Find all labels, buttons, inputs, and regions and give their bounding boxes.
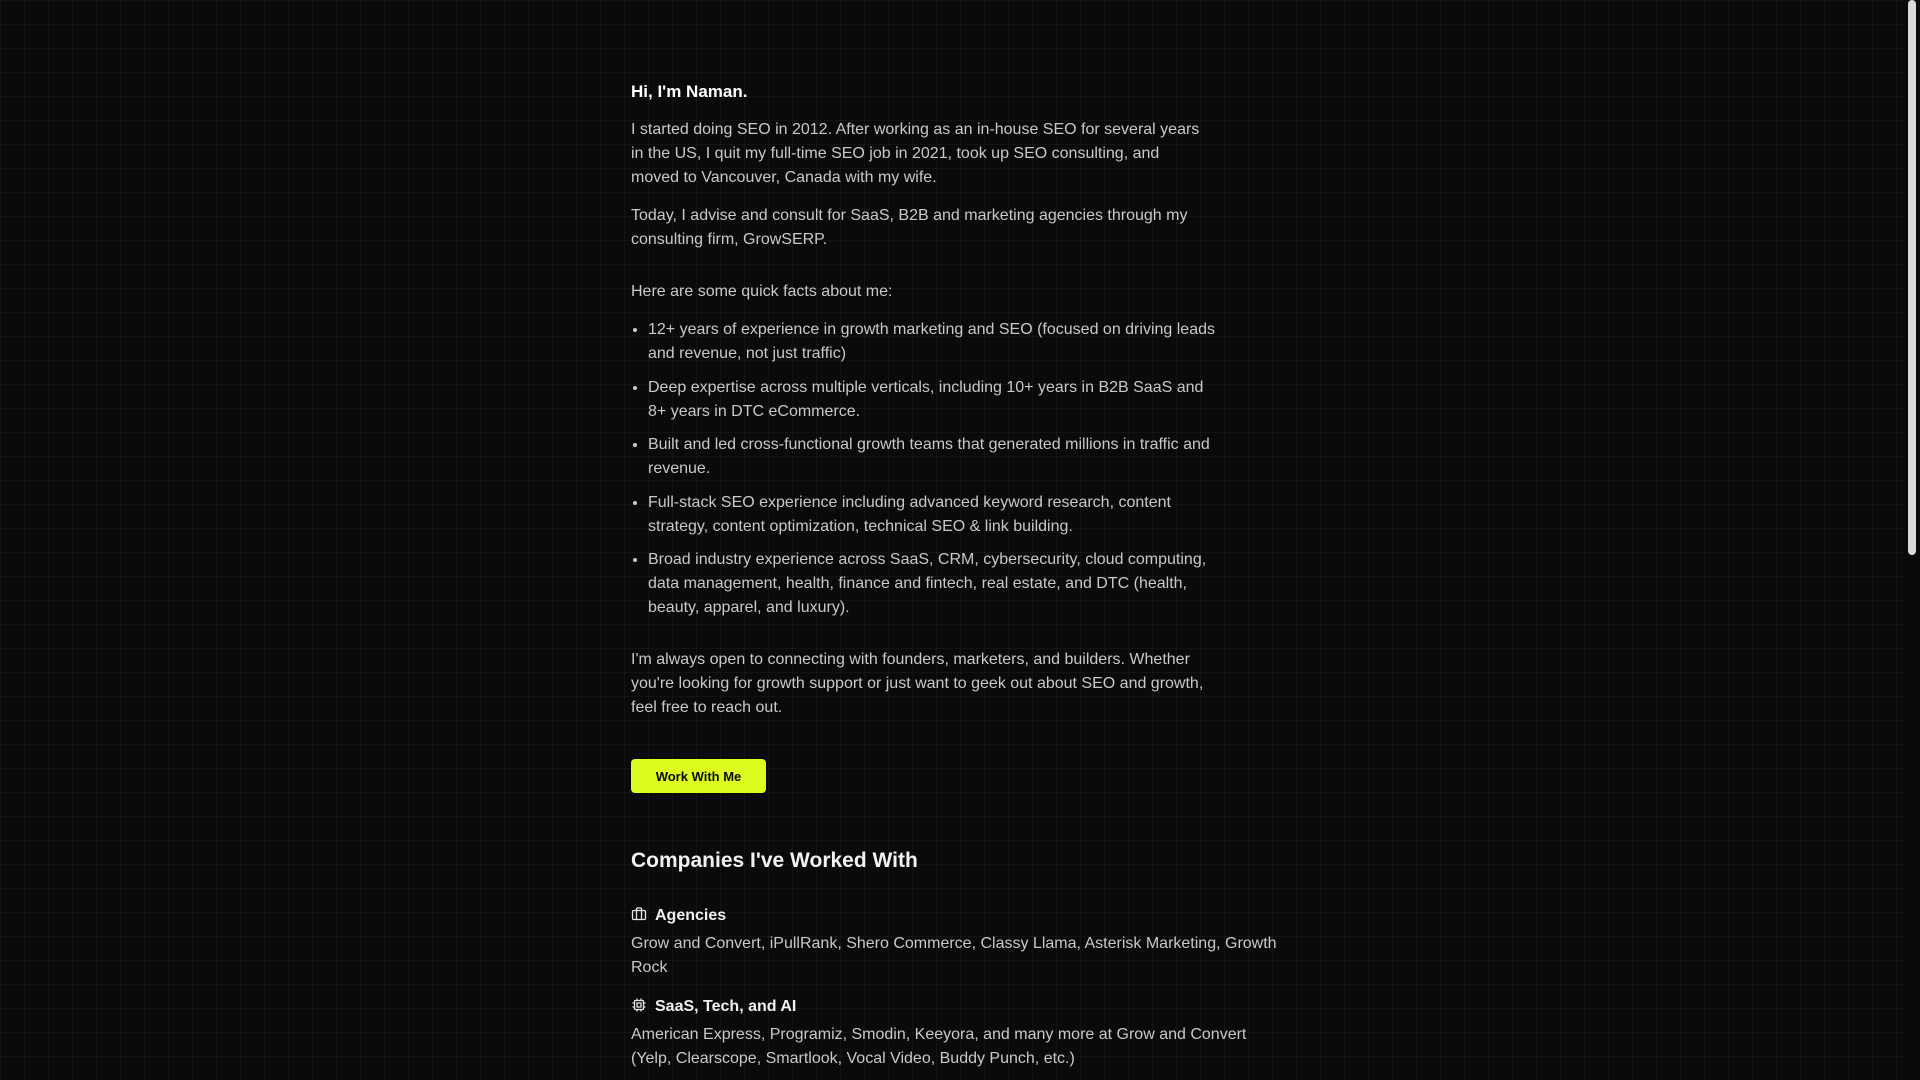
facts-list xyxy=(631,318,1223,620)
cpu-chip-icon xyxy=(631,997,647,1018)
list-item: • Broad industry experience across SaaS, CRM, cybersecurity, cloud computing, data management, health, finance and fintech, real estate, and DTC (health, beauty, apparel, and luxury). xyxy=(648,548,1223,620)
category-agencies xyxy=(631,903,1291,980)
list-item: • 12+ years of experience in growth marketing and SEO (focused on driving leads and revenue, not just traffic) xyxy=(648,318,1223,366)
scrollbar-thumb[interactable] xyxy=(1908,0,1916,555)
intro-heading: Hi, I'm Naman. xyxy=(631,82,748,101)
scrollbar-track[interactable] xyxy=(1904,0,1920,1080)
briefcase-icon xyxy=(631,906,647,927)
companies-section-title: Companies I've Worked With xyxy=(631,849,918,872)
list-item: • Full-stack SEO experience including advanced keyword research, content strategy, content optimization, technical SEO & link building. xyxy=(648,491,1223,539)
category-companies-list: Grow and Convert, iPullRank, Shero Commerce, Classy Llama, Asterisk Marketing, Growth Rock xyxy=(631,935,1277,976)
closing-paragraph: I'm always open to connecting with founders, marketers, and builders. Whether you're looking for growth support or just want to geek out about SEO and growth, feel free to reach out. xyxy=(631,651,1204,716)
work-with-me-button[interactable]: Work With Me xyxy=(631,759,766,793)
intro-paragraph-2: Today, I advise and consult for SaaS, B2B and marketing agencies through my consulting firm, GrowSERP. xyxy=(631,207,1188,248)
category-saas-tech-ai xyxy=(631,994,1291,1071)
category-companies-list: American Express, Programiz, Smodin, Keeyora, and many more at Grow and Convert (Yelp, Clearscope, Smartlook, Vocal Video, Buddy Punch, etc.) xyxy=(631,1026,1247,1067)
main-content xyxy=(631,80,1291,1080)
intro-paragraph-1: I started doing SEO in 2012. After working as an in-house SEO for several years in the US, I quit my full-time SEO job in 2021, took up SEO consulting, and moved to Vancouver, Canada with my wife. xyxy=(631,121,1200,186)
category-label: Agencies xyxy=(655,907,727,924)
list-item: • Deep expertise across multiple verticals, including 10+ years in B2B SaaS and 8+ years in DTC eCommerce. xyxy=(648,376,1223,424)
category-label: SaaS, Tech, and AI xyxy=(655,998,797,1015)
facts-intro: Here are some quick facts about me: xyxy=(631,283,893,300)
list-item: • Built and led cross-functional growth teams that generated millions in traffic and revenue. xyxy=(648,433,1223,481)
